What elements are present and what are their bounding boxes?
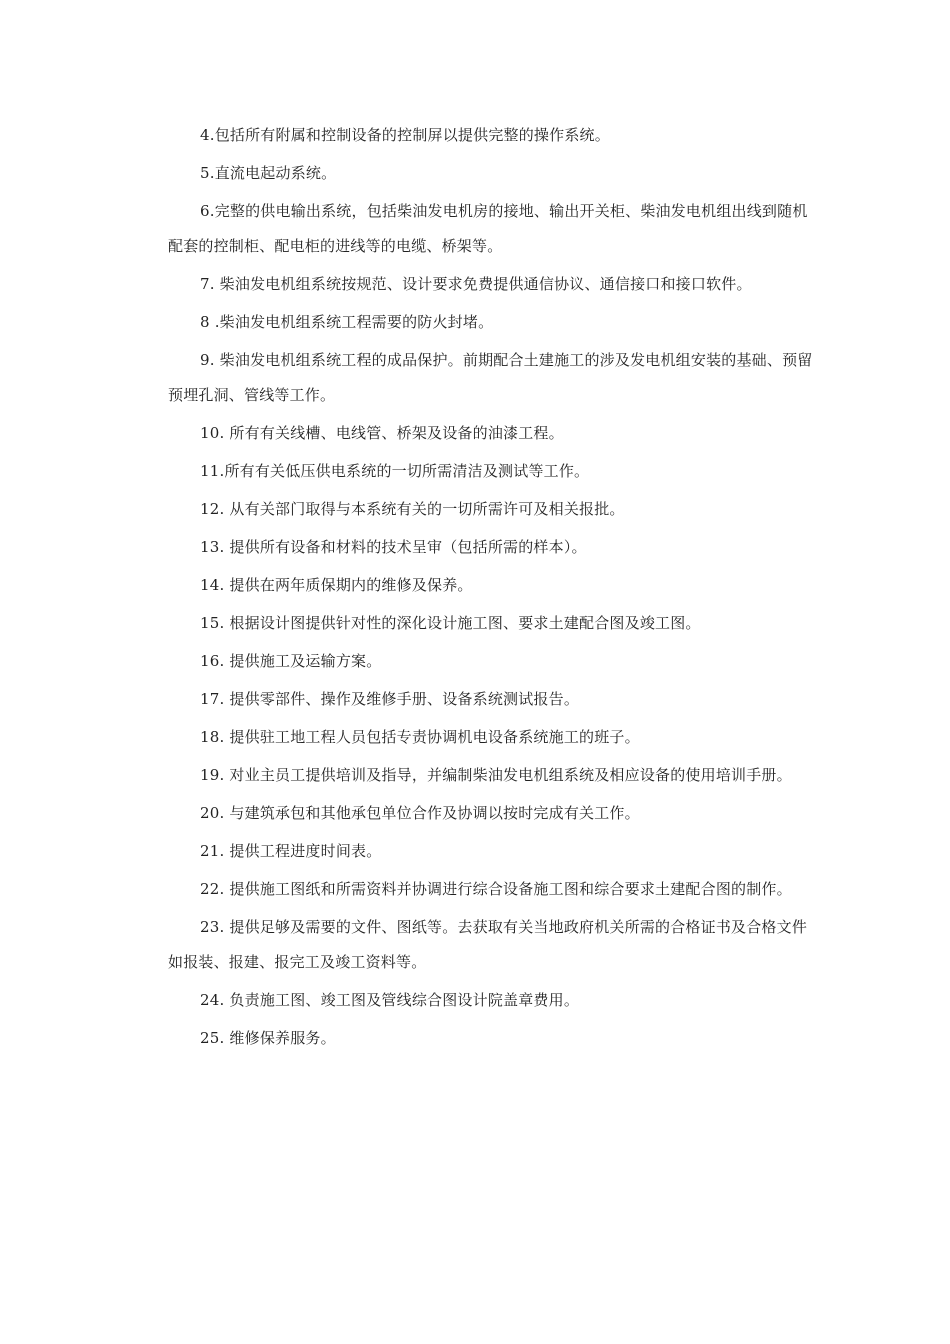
list-item-25: 25. 维修保养服务。 [200, 1029, 336, 1047]
list-item-20: 20. 与建筑承包和其他承包单位合作及协调以按时完成有关工作。 [200, 804, 640, 822]
list-item-18: 18. 提供驻工地工程人员包括专责协调机电设备系统施工的班子。 [200, 728, 640, 746]
list-item-13: 13. 提供所有设备和材料的技术呈审（包括所需的样本）。 [200, 538, 587, 556]
list-item-10: 10. 所有有关线槽、电线管、桥架及设备的油漆工程。 [200, 424, 564, 442]
list-item-9: 9. 柴油发电机组系统工程的成品保护。前期配合土建施工的涉及发电机组安装的基础、预留预埋孔洞、管线等工作。 [168, 351, 813, 404]
list-item-11: 11.所有有关低压供电系统的一切所需清洁及测试等工作。 [200, 462, 590, 480]
list-item-24: 24. 负责施工图、竣工图及管线综合图设计院盖章费用。 [200, 991, 580, 1009]
list-item-21: 21. 提供工程进度时间表。 [200, 842, 382, 860]
list-item-6: 6.完整的供电输出系统，包括柴油发电机房的接地、输出开关柜、柴油发电机组出线到随机配套的控制柜、配电柜的进线等的电缆、桥架等。 [168, 202, 808, 255]
list-item-7: 7. 柴油发电机组系统按规范、设计要求免费提供通信协议、通信接口和接口软件。 [200, 275, 752, 293]
list-item-8: 8 .柴油发电机组系统工程需要的防火封堵。 [200, 313, 494, 331]
list-item-4: 4.包括所有附属和控制设备的控制屏以提供完整的操作系统。 [200, 126, 610, 144]
list-item-14: 14. 提供在两年质保期内的维修及保养。 [200, 576, 473, 594]
list-item-22: 22. 提供施工图纸和所需资料并协调进行综合设备施工图和综合要求土建配合图的制作。 [200, 880, 792, 898]
document-body [168, 118, 818, 1059]
list-item-16: 16. 提供施工及运输方案。 [200, 652, 382, 670]
list-item-12: 12. 从有关部门取得与本系统有关的一切所需许可及相关报批。 [200, 500, 625, 518]
list-item-23: 23. 提供足够及需要的文件、图纸等。去获取有关当地政府机关所需的合格证书及合格文件如报装、报建、报完工及竣工资料等。 [168, 918, 808, 971]
list-item-17: 17. 提供零部件、操作及维修手册、设备系统测试报告。 [200, 690, 580, 708]
list-item-15: 15. 根据设计图提供针对性的深化设计施工图、要求土建配合图及竣工图。 [200, 614, 701, 632]
list-item-19: 19. 对业主员工提供培训及指导，并编制柴油发电机组系统及相应设备的使用培训手册。 [200, 766, 792, 784]
list-item-5: 5.直流电起动系统。 [200, 164, 337, 182]
